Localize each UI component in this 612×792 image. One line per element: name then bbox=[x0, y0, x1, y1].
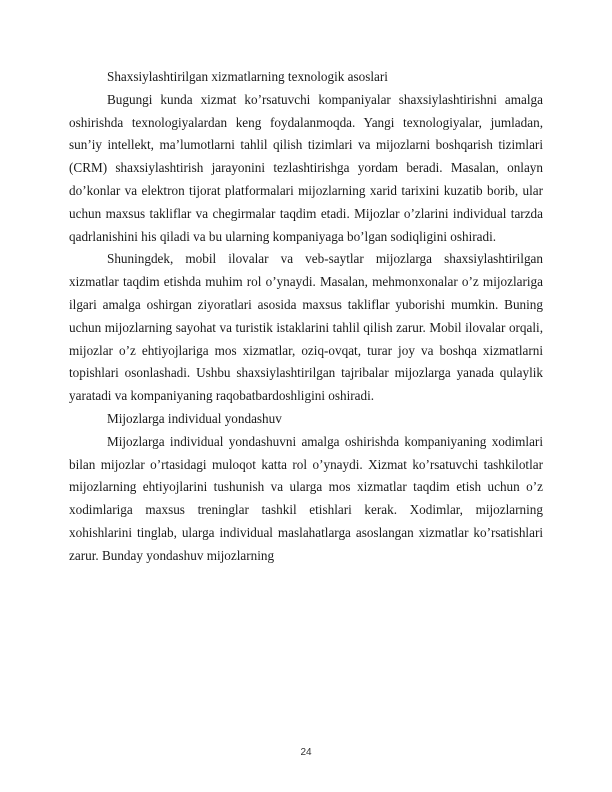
paragraph: Bugungi kunda xizmat ko’rsatuvchi kompaniyalar shaxsiylashtirishni amalga oshirishda texnologiyalardan keng foydalanmoqda. Yangi texnologiyalar, jumladan, sun’iy intellekt, ma’lumotlarni tahlil qilish tizimlari va mijozlarni boshqarish tizimlari (CRM) shaxsiylashtirish jarayonini tezlashtirishga yordam beradi. Masalan, onlayn do’konlar va elektron tijorat platformalari mijozlarning xarid tarixini kuzatib borib, ular uchun maxsus takliflar va chegirmalar taqdim etadi. Mijozlar o’zlarini individual tarzda qadrlanishini his qiladi va bu ularning kompaniyaga bo’lgan sodiqligini oshiradi. bbox=[69, 91, 543, 244]
page-number: 24 bbox=[300, 747, 312, 758]
paragraph: Shuningdek, mobil ilovalar va veb-saytlar mijozlarga shaxsiylashtirilgan xizmatlar taqdim etishda muhim rol o’ynaydi. Masalan, mehmonxonalar o’z mijozlariga ilgari amalga oshirgan ziyoratlari asosida maxsus takliflar yuborishi mumkin. Buning uchun mijozlarning sayohat va turistik istaklarini tahlil qilish zarur. Mobil ilovalar orqali, mijozlar o’z ehtiyojlariga mos xizmatlar, oziq-ovqat, turar joy va boshqa xizmatlarni topishlari osonlashadi. Ushbu shaxsiylashtirilgan tajribalar mijozlarga yanada qulaylik yaratadi va kompaniyaning raqobatbardoshligini oshiradi. bbox=[69, 251, 543, 404]
paragraph: Mijozlarga individual yondashuvni amalga oshirishda kompaniyaning xodimlari bilan mijozlar o’rtasidagi muloqot katta rol o’ynaydi. Xizmat ko’rsatuvchi tashkilotlar mijozlarning ehtiyojlarini tushunish va ularga mos xizmatlar taqdim etish uchun o’z xodimlariga maxsus treninglar tashkil etishlari kerak. Xodimlar, mijozlarning xohishlarini tinglab, ularga individual maslahatlarga asoslangan xizmatlar ko’rsatishlari zarur. Bunday yondashuv mijozlarning bbox=[69, 433, 543, 563]
section-heading: Shaxsiylashtirilgan xizmatlarning texnologik asoslari bbox=[107, 69, 388, 84]
document-body bbox=[69, 66, 543, 568]
section-heading: Mijozlarga individual yondashuv bbox=[107, 410, 282, 426]
